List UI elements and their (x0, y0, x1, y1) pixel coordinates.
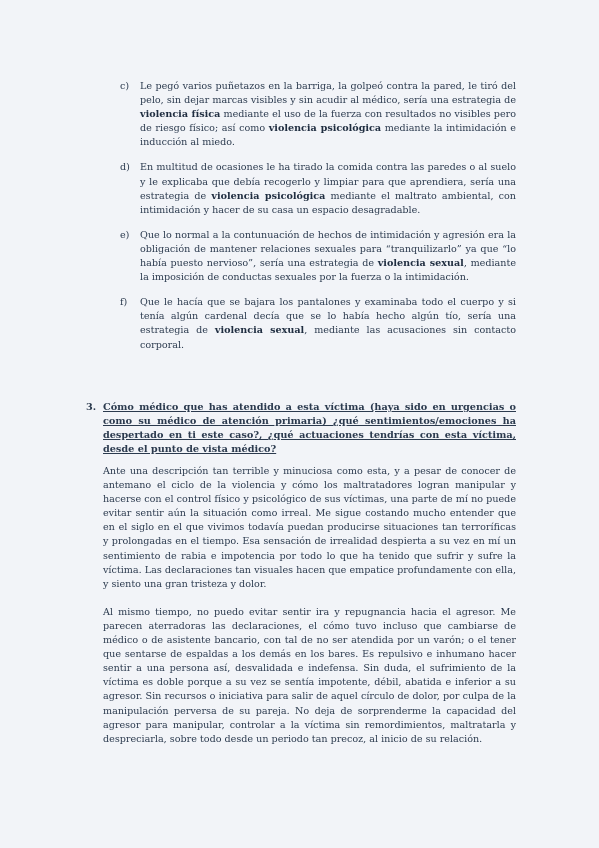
text-run: , mediante la imposición de conductas sexuales por la fuerza o la intimidación. (140, 258, 516, 284)
list-item-text (140, 229, 516, 285)
list-item-text (140, 80, 516, 150)
text-run: mediante el uso de la fuerza con resultados no visibles pero de riesgo físico; así como (140, 109, 516, 135)
text-run: Que le hacía que se bajara los pantalones y examinaba todo el cuerpo y si tenía algún cardenal decía que se lo había hecho algún tío, sería una estrategia de (140, 297, 516, 337)
text-run: Le pegó varios puñetazos en la barriga, la golpeó contra la pared, le tiró del pelo, sin dejar marcas visibles y sin acudir al médico, sería una estrategia de (140, 81, 516, 107)
bold-term: violencia sexual (214, 325, 305, 337)
bold-term: violencia psicológica (211, 190, 326, 202)
question-heading (86, 401, 516, 457)
text-run: mediante la intimidación e inducción al miedo. (140, 123, 516, 149)
text-run: , mediante las acusaciones sin contacto corporal. (140, 325, 516, 351)
bold-term: violencia física (140, 109, 221, 121)
list-item-text (140, 161, 516, 217)
answer-paragraph-1: Ante una descripción tan terrible y minuciosa como esta, y a pesar de conocer de antemano el ciclo de la violencia y cómo los maltratadores logran manipular y hacerse con el control físico y psicológico de sus víctimas, una parte de mí no puede evitar sentir aún la situación como irreal. Me sigue costando mucho entender que en el siglo en el que vivimos todavía puedan producirse situaciones tan terroríficas y prolongadas en el tiempo. Esa sensación de irrealidad despierta a su vez en mí un sentimiento de rabia e impotencia por todo lo que ha tenido que sufrir y sufre la víctima. Las declaraciones tan visuales hacen que empatice profundamente con ella, y siento una gran tristeza y dolor. (103, 466, 516, 590)
list-item (120, 80, 516, 150)
list-item-text (140, 296, 516, 352)
violence-strategy-list (120, 80, 516, 364)
list-marker: c) (120, 81, 130, 92)
question-text: Cómo médico que has atendido a esta víctima (haya sido en urgencias o como su médico de atención primaria) ¿qué sentimientos/emociones ha despertado en ti este caso?, ¿qué actuaciones tendrías con esta víctima, desde el punto de vista médico? (103, 402, 516, 456)
text-run: En multitud de ocasiones le ha tirado la comida contra las paredes o al suelo y le explicaba que debía recogerlo y limpiar para que aprendiera, sería una estrategia de (140, 162, 516, 202)
list-marker: d) (120, 162, 130, 174)
answer-paragraph-2: Al mismo tiempo, no puedo evitar sentir ira y repugnancia hacia el agresor. Me parecen aterradoras las declaraciones, el cómo tuvo incluso que cambiarse de médico o de asistente bancario, con tal de no ser atendida por un varón; o el tener que sentarse de espaldas a los demás en los bares. Es repulsivo e inhumano hacer sentir a una persona así, desvalidada e indefensa. Sin duda, el sufrimiento de la víctima es doble porque a su vez se sentía impotente, débil, abatida e inferior a su agresor. Sin recursos o iniciativa para salir de aquel círculo de dolor, por culpa de la manipulación perversa de su pareja. No deja de sorprenderme la capacidad del agresor para manipular, controlar a la víctima sin remordimientos, maltratarla y despreciarla, sobre todo desde un periodo tan precoz, al inicio de su relación. (103, 606, 516, 745)
list-marker: e) (120, 229, 130, 241)
answer-section (103, 465, 516, 761)
bold-term: violencia psicológica (268, 123, 382, 135)
list-item (120, 296, 516, 352)
list-item (120, 161, 516, 217)
text-run: Que lo normal a la contunuación de hechos de intimidación y agresión era la obligación de mantener relaciones sexuales para “tranquilizarlo” ya que “lo había puesto nervioso”, sería una estrategia de (140, 229, 516, 270)
text-run: mediante el maltrato ambiental, con intimidación y hacer de su casa un espacio desagradable. (140, 190, 516, 216)
list-marker: f) (120, 297, 128, 309)
list-item (120, 229, 516, 285)
question-number: 3. (86, 402, 97, 413)
bold-term: violencia sexual (377, 258, 464, 270)
